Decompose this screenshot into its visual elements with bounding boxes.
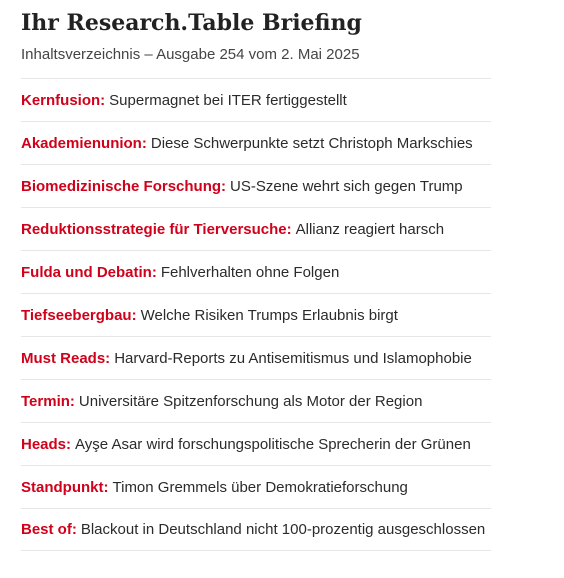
toc-kicker: Best of: — [21, 521, 77, 538]
toc-item-fulda-und-debatin[interactable] — [21, 250, 491, 293]
toc-kicker: Heads: — [21, 435, 72, 453]
toc-headline: Harvard-Reports zu Antisemitismus und Islamophobie — [114, 349, 472, 367]
toc-headline: Ayşe Asar wird forschungspolitische Sprecherin der Grünen — [75, 435, 471, 453]
toc-headline: US-Szene wehrt sich gegen Trump — [230, 177, 463, 195]
toc-headline: Blackout in Deutschland nicht 100-prozentig ausgeschlossen — [80, 521, 486, 538]
toc-kicker: Kernfusion: — [21, 91, 106, 109]
toc-kicker: Tiefseebergbau: — [21, 306, 137, 324]
toc-headline: Supermagnet bei ITER fertiggestellt — [109, 91, 347, 109]
toc-item-best-of[interactable] — [21, 508, 491, 551]
toc-kicker: Reduktionsstrategie für Tierversuche: — [21, 220, 292, 238]
toc-item-reduktionsstrategie[interactable] — [21, 207, 491, 250]
toc-headline: Universitäre Spitzenforschung als Motor der Region — [78, 392, 423, 410]
toc-item-heads[interactable] — [21, 422, 491, 465]
toc-headline: Fehlverhalten ohne Folgen — [160, 263, 340, 281]
table-of-contents — [21, 78, 491, 551]
toc-kicker: Must Reads: — [21, 349, 111, 367]
toc-item-kernfusion[interactable] — [21, 78, 491, 121]
toc-kicker: Fulda und Debatin: — [21, 263, 157, 281]
toc-item-akademienunion[interactable] — [21, 121, 491, 164]
toc-kicker: Biomedizinische Forschung: — [21, 177, 227, 195]
toc-item-biomedizinische-forschung[interactable] — [21, 164, 491, 207]
toc-item-termin[interactable] — [21, 379, 491, 422]
toc-kicker: Termin: — [21, 392, 75, 410]
toc-kicker: Akademienunion: — [21, 134, 147, 152]
toc-headline: Timon Gremmels über Demokratieforschung — [112, 478, 408, 496]
briefing-subtitle: Inhaltsverzeichnis – Ausgabe 254 vom 2. Mai 2025 — [21, 46, 360, 63]
toc-headline: Welche Risiken Trumps Erlaubnis birgt — [140, 306, 398, 324]
toc-item-standpunkt[interactable] — [21, 465, 491, 508]
toc-headline: Allianz reagiert harsch — [295, 220, 445, 238]
briefing-container — [21, 0, 491, 551]
toc-item-tiefseebergbau[interactable] — [21, 293, 491, 336]
toc-headline: Diese Schwerpunkte setzt Christoph Markschies — [150, 134, 473, 152]
briefing-title: Ihr Research.Table Briefing — [21, 10, 362, 36]
toc-kicker: Standpunkt: — [21, 478, 109, 496]
toc-item-must-reads[interactable] — [21, 336, 491, 379]
